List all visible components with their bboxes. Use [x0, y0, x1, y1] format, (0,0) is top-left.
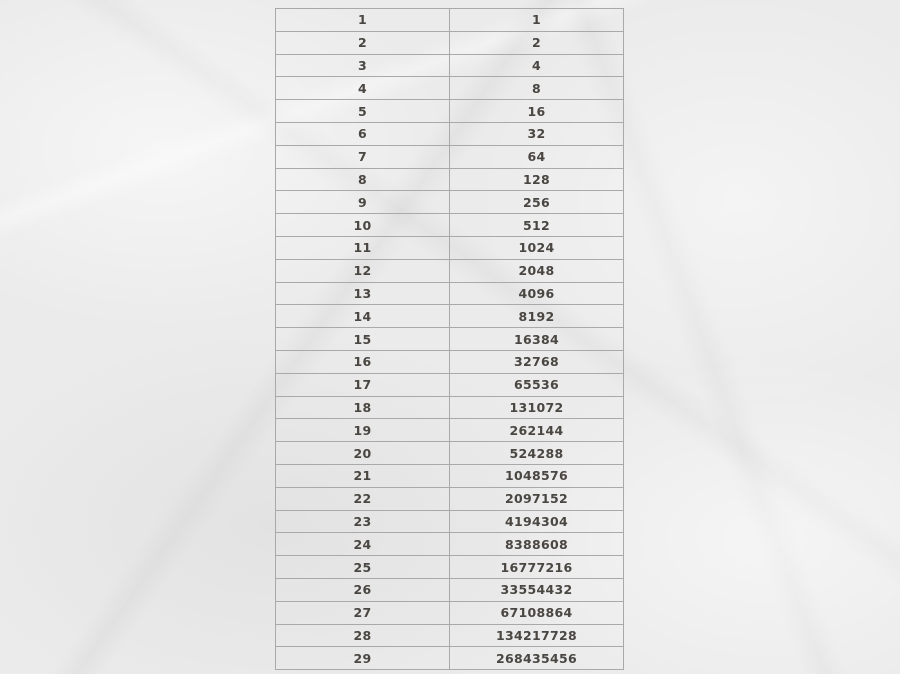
table-row: [276, 122, 624, 145]
row-number-cell: 11: [276, 236, 450, 259]
value-cell: 32768: [450, 350, 624, 373]
table-row: [276, 328, 624, 351]
row-number-cell: 29: [276, 647, 450, 670]
value-cell: 268435456: [450, 647, 624, 670]
value-cell: 2097152: [450, 487, 624, 510]
table-row: [276, 214, 624, 237]
row-number-cell: 1: [276, 9, 450, 32]
table-row: [276, 191, 624, 214]
row-number-cell: 22: [276, 487, 450, 510]
value-cell: 8: [450, 77, 624, 100]
value-cell: 262144: [450, 419, 624, 442]
table-row: [276, 442, 624, 465]
table-row: [276, 259, 624, 282]
table-row: [276, 419, 624, 442]
value-cell: 512: [450, 214, 624, 237]
row-number-cell: 6: [276, 122, 450, 145]
row-number-cell: 4: [276, 77, 450, 100]
table-row: [276, 77, 624, 100]
table-row: [276, 100, 624, 123]
row-number-cell: 15: [276, 328, 450, 351]
table-row: [276, 236, 624, 259]
table-row: [276, 305, 624, 328]
row-number-cell: 18: [276, 396, 450, 419]
value-cell: 1024: [450, 236, 624, 259]
table-row: [276, 31, 624, 54]
value-cell: 8388608: [450, 533, 624, 556]
table-row: [276, 487, 624, 510]
table-row: [276, 533, 624, 556]
row-number-cell: 24: [276, 533, 450, 556]
row-number-cell: 26: [276, 578, 450, 601]
table-row: [276, 145, 624, 168]
value-cell: 131072: [450, 396, 624, 419]
row-number-cell: 27: [276, 601, 450, 624]
row-number-cell: 5: [276, 100, 450, 123]
row-number-cell: 19: [276, 419, 450, 442]
table-body: [276, 9, 624, 670]
value-cell: 2048: [450, 259, 624, 282]
row-number-cell: 13: [276, 282, 450, 305]
value-cell: 4096: [450, 282, 624, 305]
row-number-cell: 7: [276, 145, 450, 168]
row-number-cell: 23: [276, 510, 450, 533]
table-row: [276, 601, 624, 624]
value-cell: 32: [450, 122, 624, 145]
row-number-cell: 14: [276, 305, 450, 328]
table-row: [276, 578, 624, 601]
value-cell: 67108864: [450, 601, 624, 624]
powers-of-two-table-container: [275, 8, 624, 670]
table-row: [276, 510, 624, 533]
value-cell: 65536: [450, 373, 624, 396]
value-cell: 8192: [450, 305, 624, 328]
table-row: [276, 373, 624, 396]
row-number-cell: 16: [276, 350, 450, 373]
table-row: [276, 647, 624, 670]
row-number-cell: 3: [276, 54, 450, 77]
table-row: [276, 9, 624, 32]
row-number-cell: 25: [276, 556, 450, 579]
value-cell: 1048576: [450, 464, 624, 487]
row-number-cell: 9: [276, 191, 450, 214]
value-cell: 16: [450, 100, 624, 123]
table-row: [276, 624, 624, 647]
powers-of-two-table: [275, 8, 624, 670]
row-number-cell: 20: [276, 442, 450, 465]
value-cell: 16384: [450, 328, 624, 351]
value-cell: 256: [450, 191, 624, 214]
value-cell: 1: [450, 9, 624, 32]
value-cell: 128: [450, 168, 624, 191]
value-cell: 2: [450, 31, 624, 54]
value-cell: 4: [450, 54, 624, 77]
row-number-cell: 17: [276, 373, 450, 396]
row-number-cell: 2: [276, 31, 450, 54]
table-row: [276, 464, 624, 487]
table-row: [276, 282, 624, 305]
row-number-cell: 8: [276, 168, 450, 191]
value-cell: 4194304: [450, 510, 624, 533]
table-row: [276, 54, 624, 77]
value-cell: 64: [450, 145, 624, 168]
value-cell: 134217728: [450, 624, 624, 647]
table-row: [276, 396, 624, 419]
row-number-cell: 12: [276, 259, 450, 282]
row-number-cell: 10: [276, 214, 450, 237]
table-row: [276, 168, 624, 191]
table-row: [276, 350, 624, 373]
value-cell: 16777216: [450, 556, 624, 579]
table-row: [276, 556, 624, 579]
row-number-cell: 21: [276, 464, 450, 487]
value-cell: 524288: [450, 442, 624, 465]
row-number-cell: 28: [276, 624, 450, 647]
value-cell: 33554432: [450, 578, 624, 601]
